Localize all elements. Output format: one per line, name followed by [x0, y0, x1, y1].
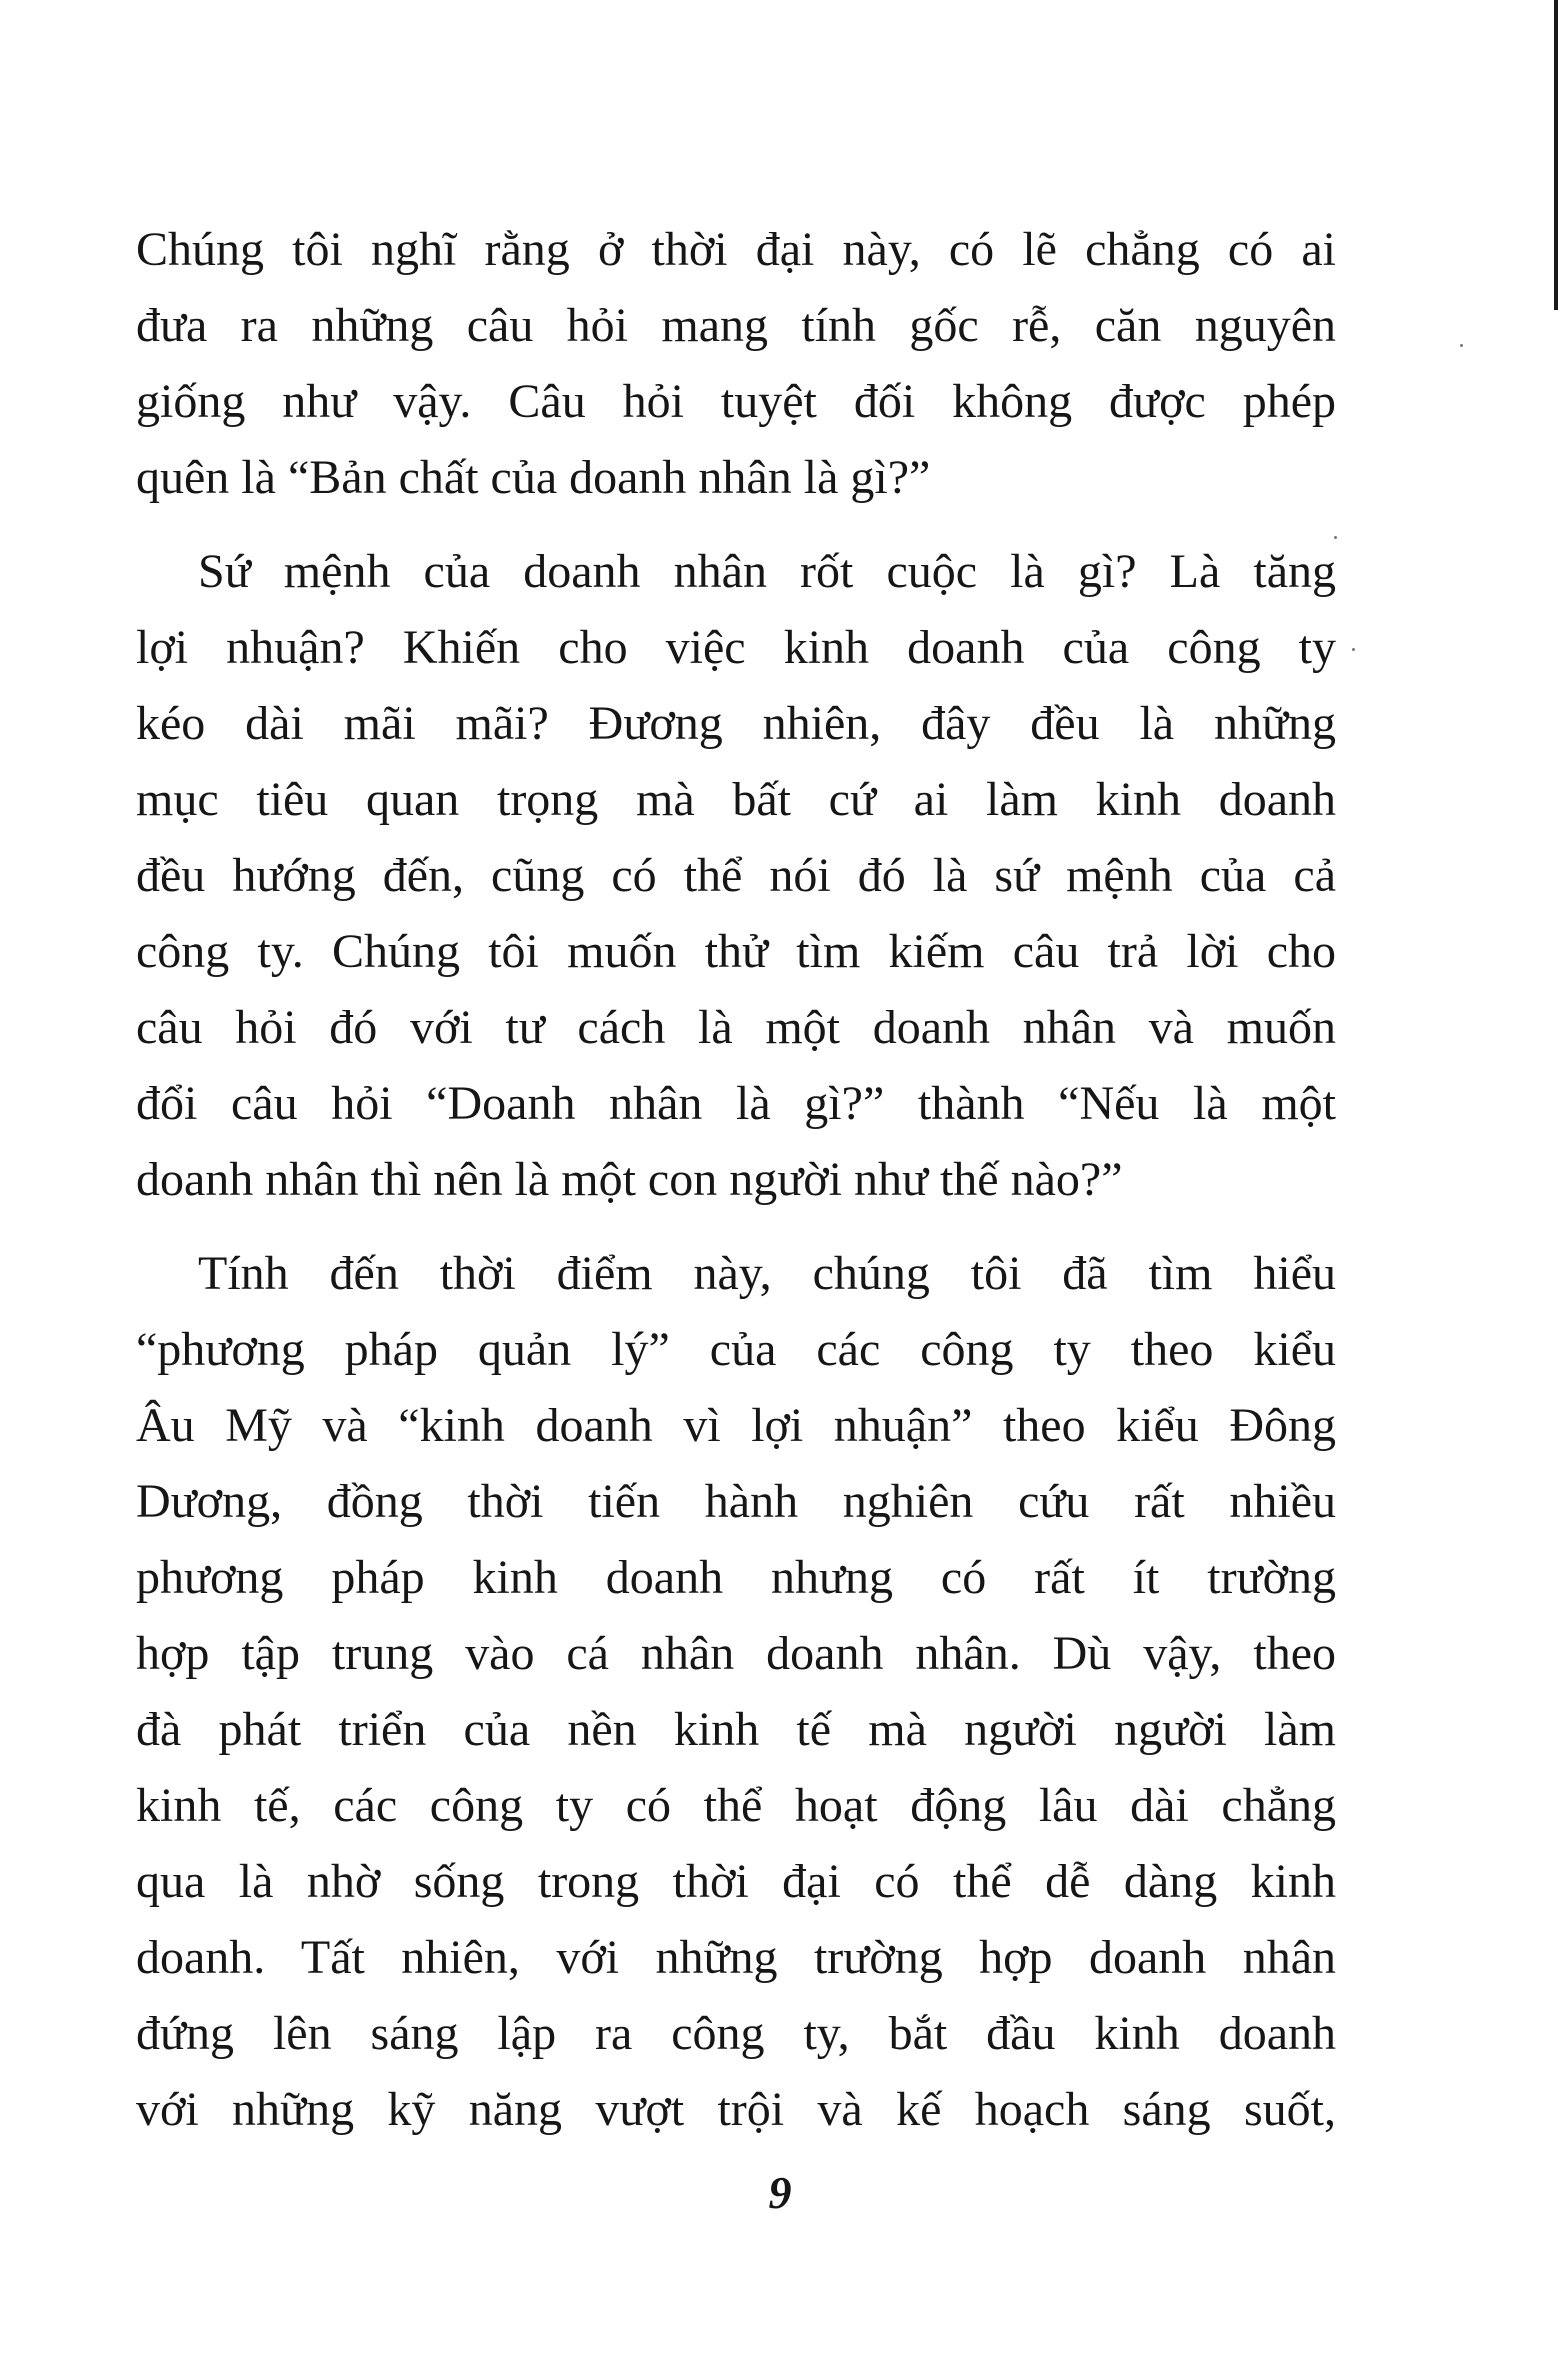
text-line: quên là “Bản chất của doanh nhân là gì?”: [136, 451, 931, 504]
text-line: đổi câu hỏi “Doanh nhân là gì?” thành “Nếu là một: [136, 1077, 1336, 1130]
body-text: [136, 212, 1336, 2148]
text-line: đưa ra những câu hỏi mang tính gốc rễ, căn nguyên: [136, 299, 1336, 352]
text-line: qua là nhờ sống trong thời đại có thể dễ dàng kinh: [136, 1855, 1336, 1908]
text-line: với những kỹ năng vượt trội và kế hoạch sáng suốt,: [136, 2083, 1336, 2136]
text-line: Dương, đồng thời tiến hành nghiên cứu rất nhiều: [136, 1475, 1336, 1528]
text-line: mục tiêu quan trọng mà bất cứ ai làm kinh doanh: [136, 773, 1336, 826]
text-line: đều hướng đến, cũng có thể nói đó là sứ mệnh của cả: [136, 849, 1336, 902]
text-line: “phương pháp quản lý” của các công ty theo kiểu: [136, 1323, 1336, 1376]
page-edge-shadow: [1554, 0, 1558, 310]
text-line: đứng lên sáng lập ra công ty, bắt đầu kinh doanh: [136, 2007, 1336, 2060]
text-line: Chúng tôi nghĩ rằng ở thời đại này, có lẽ chẳng có ai: [136, 223, 1336, 276]
scan-speck: [1460, 344, 1463, 347]
paragraph-3: [136, 1236, 1336, 2148]
scan-speck: [1352, 648, 1355, 651]
text-line: Tính đến thời điểm này, chúng tôi đã tìm hiểu: [198, 1247, 1336, 1300]
text-line: câu hỏi đó với tư cách là một doanh nhân và muốn: [136, 1001, 1336, 1054]
text-line: doanh nhân thì nên là một con người như thế nào?”: [136, 1153, 1123, 1206]
paragraph-1: [136, 212, 1336, 516]
text-line: công ty. Chúng tôi muốn thử tìm kiếm câu trả lời cho: [136, 925, 1336, 978]
text-line: kéo dài mãi mãi? Đương nhiên, đây đều là những: [136, 697, 1336, 750]
text-line: phương pháp kinh doanh nhưng có rất ít trường: [136, 1551, 1336, 1604]
text-line: Sứ mệnh của doanh nhân rốt cuộc là gì? Là tăng: [198, 545, 1336, 598]
text-line: đà phát triển của nền kinh tế mà người người làm: [136, 1703, 1336, 1756]
paragraph-2: [136, 534, 1336, 1218]
text-line: doanh. Tất nhiên, với những trường hợp doanh nhân: [136, 1931, 1336, 1984]
page-number: 9: [768, 2167, 792, 2218]
text-line: Âu Mỹ và “kinh doanh vì lợi nhuận” theo kiểu Đông: [136, 1399, 1336, 1452]
text-line: kinh tế, các công ty có thể hoạt động lâu dài chẳng: [136, 1779, 1336, 1832]
text-line: giống như vậy. Câu hỏi tuyệt đối không được phép: [136, 375, 1336, 428]
text-line: lợi nhuận? Khiến cho việc kinh doanh của công ty: [136, 621, 1336, 674]
text-line: hợp tập trung vào cá nhân doanh nhân. Dù vậy, theo: [136, 1627, 1336, 1680]
